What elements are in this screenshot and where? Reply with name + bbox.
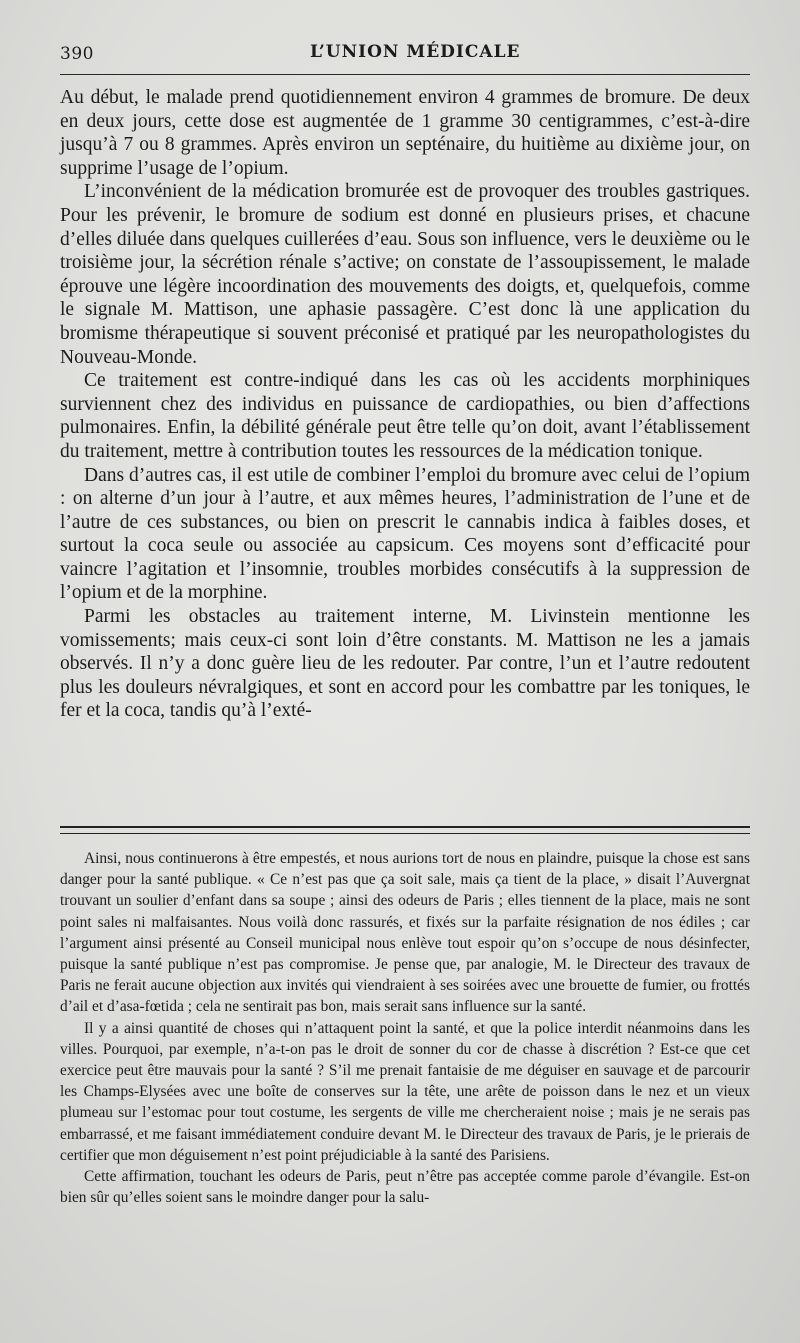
main-paragraph-4: Dans d’autres cas, il est utile de combiner l’emploi du bromure avec celui de l’opium : on alterne d’un jour à l’autre, et aux mêmes heures, l’administration de l’une et de l’autre de ces substances, ou bien on prescrit le cannabis indica à faibles doses, et surtout la coca seule ou associée au capsicum. Ces moyens sont d’efficacité pour vaincre l’agitation et l’insomnie, troubles morbides consécutifs à la suppression de l’opium et de la morphine.	[60, 464, 750, 604]
feuilleton-text	[60, 848, 750, 1208]
feuilleton-separator	[60, 826, 750, 834]
main-paragraph-1: Au début, le malade prend quotidiennement environ 4 grammes de bromure. De deux en deux jours, cette dose est augmentée de 1 gramme 30 centigrammes, c’est-à-dire jusqu’à 7 ou 8 grammes. Après environ un septénaire, du huitième au dixième jour, on supprime l’usage de l’opium.	[60, 87, 750, 179]
feuilleton-paragraph-2: Il y a ainsi quantité de choses qui n’attaquent point la santé, et que la police interdit néanmoins dans les villes. Pourquoi, par exemple, n’a-t-on pas le droit de sonner du cor de chasse à discrétion ? Est-ce que cet exercice peut être mauvais pour la santé ? S’il me prenait fantaisie de me déguiser en sauvage et de parcourir les Champs-Elysées avec une boîte de conserves sur la tête, une arête de poisson dans le nez et un vieux plumeau sur l’estomac pour tout costume, les sergents de ville me chercheraient noise ; mais je ne serais pas embarrassé, et me faisant immédiatement conduire devant M. le Directeur des travaux de Paris, je le prierais de certifier que mon déguisement n’est point préjudiciable à la santé des Parisiens.	[60, 1019, 750, 1164]
main-paragraph-3: Ce traitement est contre-indiqué dans les cas où les accidents morphiniques surviennent chez des individus en puissance de cardiopathies, ou bien d’affections pulmonaires. Enfin, la débilité générale peut être telle qu’on doit, avant l’établissement du traitement, mettre à contribution toutes les ressources de la médication tonique.	[60, 370, 750, 462]
header-rule	[60, 74, 750, 75]
main-paragraph-5: Parmi les obstacles au traitement interne, M. Livinstein mentionne les vomissements; mais ceux-ci sont loin d’être constants. M. Mattison ne les a jamais observés. Il n’y a donc guère lieu de les redouter. Par contre, l’un et l’autre redoutent plus les douleurs névralgiques, et sont en accord pour les combattre par les toniques, le fer et la coca, tandis qu’à l’exté-	[60, 606, 750, 722]
main-paragraph-2: L’inconvénient de la médication bromurée est de provoquer des troubles gastriques. Pour les prévenir, le bromure de sodium est donné en plusieurs prises, et chacune d’elles diluée dans quelques cuillerées d’eau. Sous son influence, vers le deuxième ou le troisième jour, la sécrétion rénale s’active; on constate de l’assoupissement, le malade éprouve une légère incoordination des mouvements des doigts, et, quelquefois, comme le signale M. Mattison, une aphasie passagère. C’est donc là une application du bromisme thérapeutique si souvent préconisé et pratiqué par les neuropathologistes du Nouveau-Monde.	[60, 181, 750, 368]
main-article-text	[60, 86, 750, 723]
page-number: 390	[60, 44, 94, 64]
feuilleton-paragraph-1: Ainsi, nous continuerons à être empestés, et nous aurions tort de nous en plaindre, puisque la chose est sans danger pour la santé publique. « Ce n’est pas que ça soit sale, mais ça tient de la place, » disait l’Auvergnat trouvant un soulier d’enfant dans sa soupe ; ainsi des odeurs de Paris ; elles tiennent de la place, mais ne sont point sales ni malfaisantes. Nous voilà donc rassurés, et fixés sur la parfaite résignation de nos édiles ; car l’argument ainsi présenté au Conseil municipal nous enlève tout espoir qu’on s’occupe de nous désinfecter, puisque la santé publique n’est pas compromise. Je pense que, par analogie, M. le Directeur des travaux de Paris ne ferait aucune objection aux invités qui viendraient à ses soirées avec une brouette de fumier, ou frottés d’ail et d’asa-fœtida ; cela ne sentirait pas bon, mais serait sans influence sur la santé.	[60, 850, 750, 1016]
running-title: L’UNION MÉDICALE	[310, 42, 521, 62]
feuilleton-paragraph-3: Cette affirmation, touchant les odeurs de Paris, peut n’être pas acceptée comme parole d’évangile. Est-on bien sûr qu’elles soient sans le moindre danger pour la salu-	[60, 1168, 750, 1207]
page-header	[60, 38, 750, 74]
